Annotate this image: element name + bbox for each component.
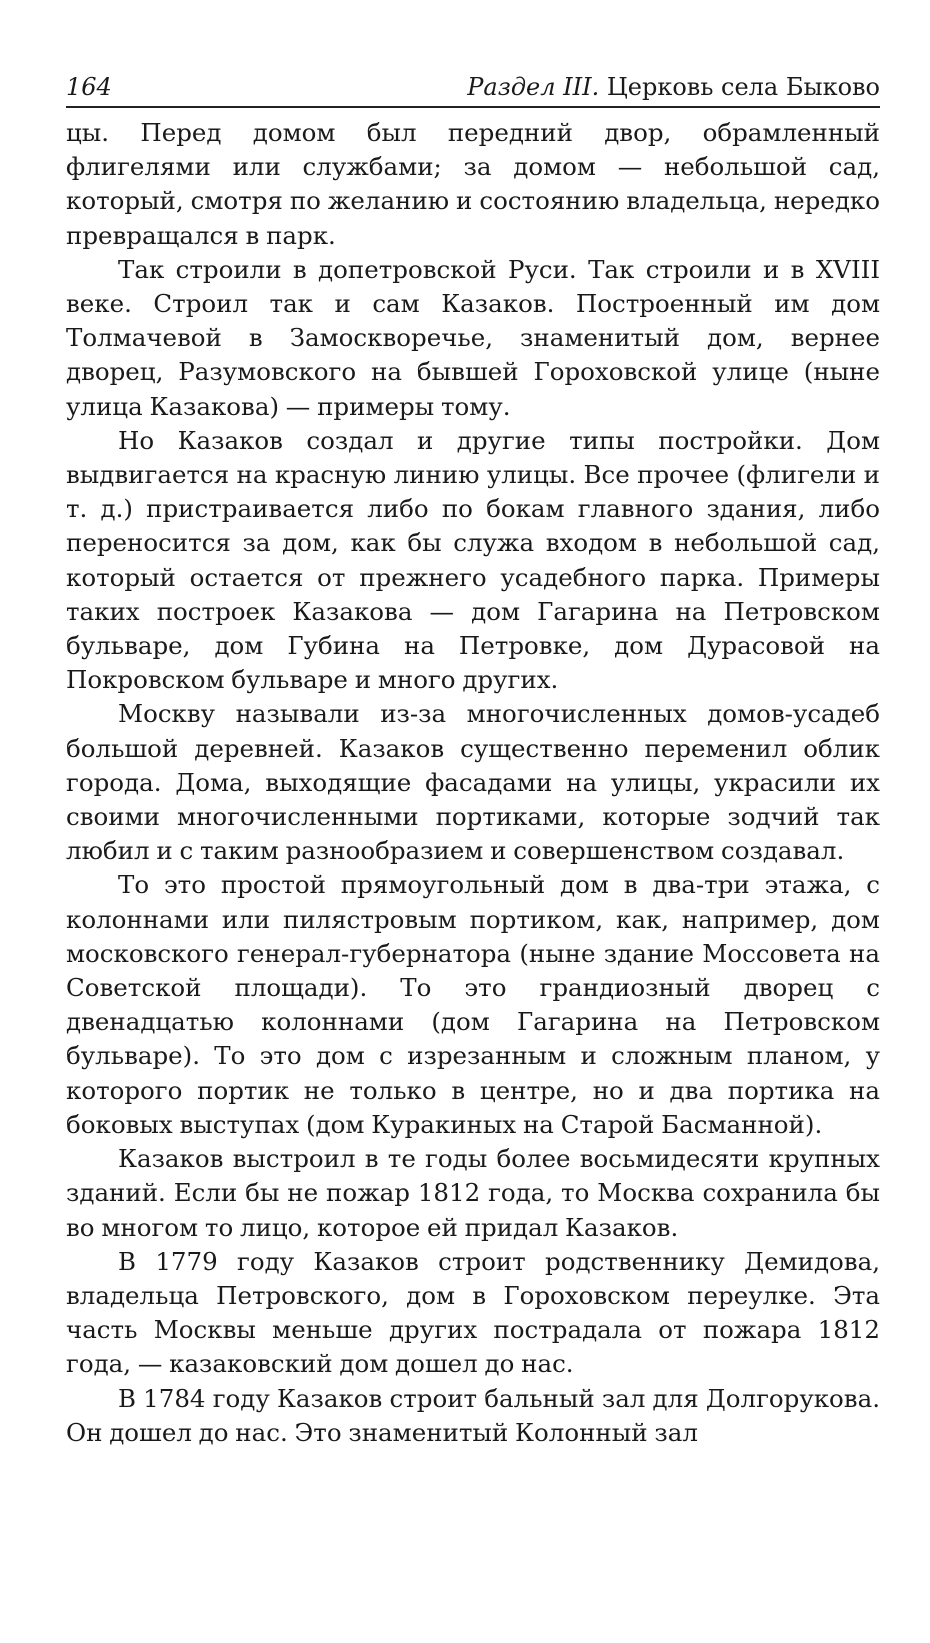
paragraph: То это простой прямоугольный дом в два-три этажа, с колоннами или пилястровым портиком, как, например, дом московского генерал-губернатора (ныне здание Моссовета на Советской площади). То это грандиозный дворец с двенадцатью колоннами (дом Гагарина на Петровском бульваре). То это дом с изрезанным и сложным планом, у которого портик не только в центре, но и два портика на боковых выступах (дом Куракиных на Старой Басманной). (66, 870, 880, 1139)
paragraph: В 1784 году Казаков строит бальный зал для Долгорукова. Он дошел до нас. Это знаменитый Колонный зал (66, 1383, 880, 1447)
paragraph: В 1779 году Казаков строит родственнику Демидова, владельца Петровского, дом в Гороховском переулке. Эта часть Москвы меньше других пострадала от пожара 1812 года, — казаковский дом дошел до нас. (66, 1246, 880, 1379)
paragraph: Москву называли из-за многочисленных домов-усадеб большой деревней. Казаков существенно переменил облик города. Дома, выходящие фасадами на улицы, украсили их своими многочисленными портиками, которые зодчий так любил и с таким разнообразием и совершенством создавал. (66, 699, 880, 866)
chapter-title: Церковь села Быково (606, 73, 880, 101)
paragraph: цы. Перед домом был передний двор, обрамленный флигелями или службами; за домом — небольшой сад, который, смотря по желанию и состоянию владельца, нередко превращался в парк. (66, 118, 880, 250)
paragraph: Так строили в допетровской Руси. Так строили и в XVIII веке. Строил так и сам Казаков. Построенный им дом Толмачевой в Замоскворечье, знаменитый дом, вернее дворец, Разумовского на бывшей Гороховской улице (ныне улица Казакова) — примеры тому. (66, 254, 880, 421)
section-number: Раздел III. (467, 73, 600, 101)
paragraph: Но Казаков создал и другие типы постройки. Дом выдвигается на красную линию улицы. Все прочее (флигели и т. д.) пристраивается либо по бокам главного здания, либо переносится за дом, как бы служа входом в небольшой сад, который остается от прежнего усадебного парка. Примеры таких построек Казакова — дом Гагарина на Петровском бульваре, дом Губина на Петровке, дом Дурасовой на Покровском бульваре и много других. (66, 425, 880, 695)
book-page (66, 72, 880, 1450)
page-number: 164 (66, 73, 112, 101)
running-header (66, 72, 880, 108)
section-label (467, 72, 880, 102)
paragraph: Казаков выстроил в те годы более восьмидесяти крупных зданий. Если бы не пожар 1812 года, то Москва сохранила бы во многом то лицо, которое ей придал Казаков. (66, 1144, 880, 1242)
body-text (66, 116, 880, 1450)
